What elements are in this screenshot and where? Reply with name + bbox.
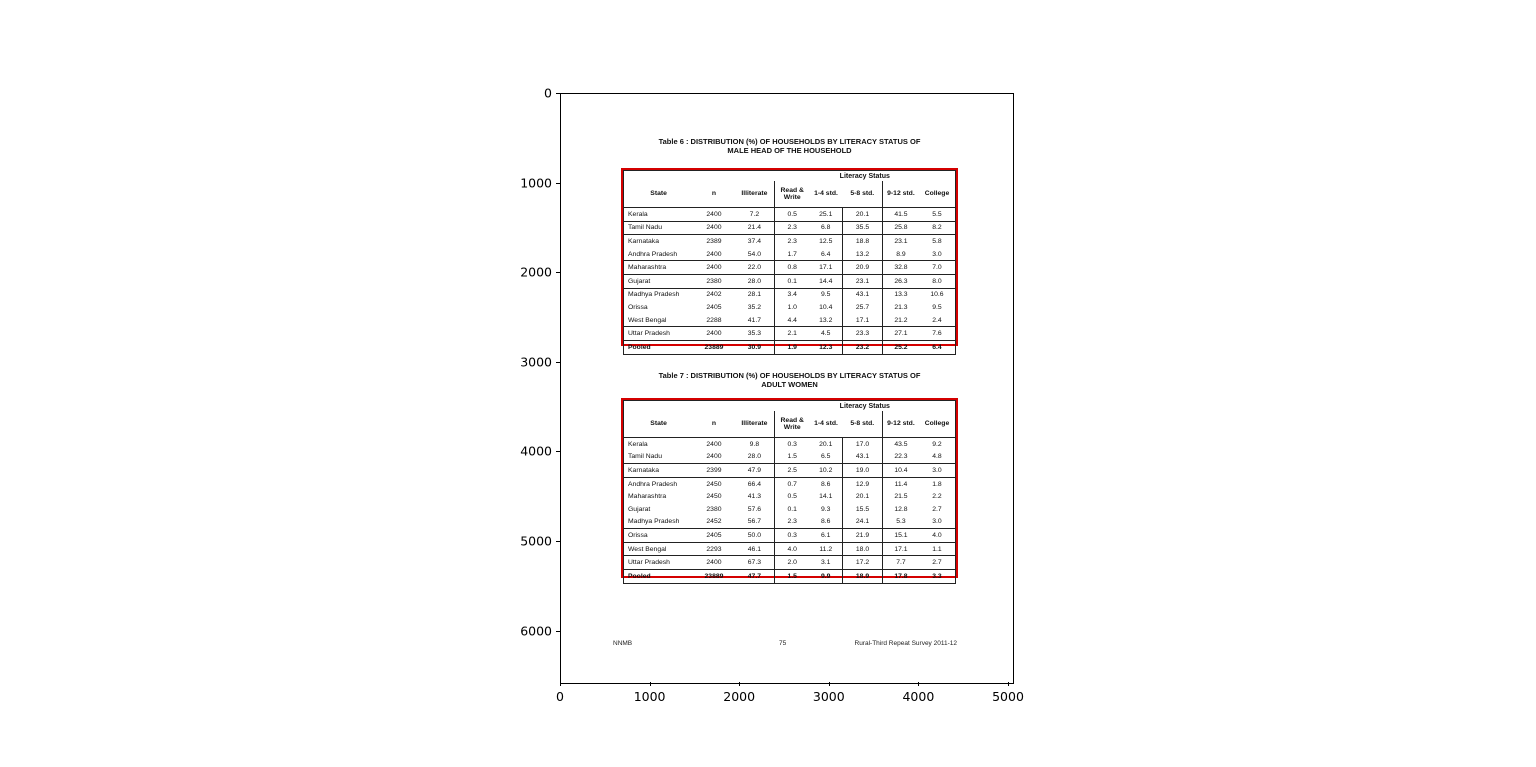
value-cell: 28.0	[735, 274, 775, 288]
value-cell: 2450	[706, 493, 722, 501]
x-tick-mark	[739, 682, 740, 686]
value-cell: 4.5	[809, 327, 842, 341]
value-cell: 6.8	[809, 221, 842, 235]
value-cell: 2380	[693, 274, 735, 288]
value-cell: 47.7	[735, 569, 775, 583]
value-cell: 8.9	[882, 248, 919, 261]
x-tick-label: 3000	[812, 689, 845, 704]
state-cell: Gujarat	[628, 505, 651, 513]
value-cell: 25.1	[809, 208, 842, 222]
value-cell: 3.0	[919, 516, 956, 529]
value-cell: 3.4	[787, 291, 797, 299]
value-cell: 2.0	[775, 556, 810, 570]
x-tick-mark	[918, 682, 919, 686]
y-tick-mark	[556, 451, 560, 452]
column-header: n	[693, 411, 735, 438]
value-cell: 10.2	[809, 464, 842, 478]
table-row	[624, 248, 956, 261]
value-cell: 2402	[706, 291, 722, 299]
table-row	[624, 451, 956, 464]
value-cell: 2399	[693, 464, 735, 478]
table7-literacy-adult-women	[623, 400, 956, 584]
value-cell: 1.5	[775, 451, 810, 464]
value-cell: 56.7	[735, 516, 775, 529]
value-cell: 35.3	[735, 327, 775, 341]
value-cell: 43.1	[843, 451, 883, 464]
table-row	[624, 438, 956, 451]
value-cell: 21.2	[882, 314, 919, 327]
value-cell: 21.3	[894, 303, 908, 311]
value-cell: 2.5	[775, 464, 810, 478]
value-cell: 17.2	[843, 556, 883, 570]
value-cell: 1.8	[932, 480, 942, 488]
table-row	[624, 529, 956, 543]
table-row	[624, 464, 956, 478]
value-cell: 1.5	[787, 572, 797, 580]
y-tick-label: 0	[544, 85, 552, 101]
state-cell: Tamil Nadu	[624, 451, 694, 464]
table6-red-highlight-box	[621, 168, 958, 351]
value-cell: 41.3	[735, 490, 775, 503]
value-cell: 54.0	[735, 248, 775, 261]
value-cell: 6.1	[809, 529, 842, 543]
header-spacer	[624, 401, 775, 412]
column-header: College	[919, 411, 956, 438]
state-cell: Madhya Pradesh	[628, 291, 680, 299]
value-cell: 5.3	[882, 516, 919, 529]
value-cell: 28.0	[735, 451, 775, 464]
value-cell: 41.7	[735, 314, 775, 327]
y-tick-mark	[556, 183, 560, 184]
state-cell: West Bengal	[624, 314, 694, 327]
table-row	[624, 477, 956, 490]
value-cell: 5.8	[932, 237, 942, 245]
value-cell: 20.9	[843, 261, 883, 275]
y-tick-label: 1000	[520, 175, 552, 191]
value-cell: 46.1	[735, 542, 775, 556]
value-cell: 2405	[706, 303, 722, 311]
y-tick-mark	[556, 272, 560, 273]
x-tick-label: 4000	[902, 689, 935, 704]
value-cell: 23.2	[843, 340, 883, 354]
value-cell: 25.8	[882, 221, 919, 235]
value-cell: 32.8	[882, 261, 919, 275]
state-cell: West Bengal	[624, 542, 694, 556]
value-cell: 0.7	[787, 480, 797, 488]
column-header: 5-8 std.	[843, 181, 883, 208]
state-cell: Uttar Pradesh	[624, 556, 694, 570]
value-cell: 2400	[693, 248, 735, 261]
value-cell: 9.3	[809, 503, 842, 516]
value-cell: 6.5	[809, 451, 842, 464]
state-cell: Pooled	[628, 343, 651, 351]
value-cell: 21.4	[735, 221, 775, 235]
value-cell: 35.2	[735, 301, 775, 314]
table-row	[624, 503, 956, 516]
value-cell: 18.0	[843, 542, 883, 556]
y-tick-label: 4000	[520, 443, 552, 459]
column-header: State	[624, 181, 694, 208]
value-cell: 7.2	[735, 208, 775, 222]
value-cell: 2.7	[932, 505, 942, 513]
value-cell: 66.4	[735, 477, 775, 490]
table6-literacy-male-head	[623, 170, 956, 355]
value-cell: 1.7	[775, 248, 810, 261]
y-tick-label: 3000	[520, 354, 552, 370]
value-cell: 12.3	[809, 340, 842, 354]
value-cell: 2380	[706, 505, 722, 513]
y-tick-label: 5000	[520, 533, 552, 549]
value-cell: 2400	[693, 208, 735, 222]
x-tick-label: 2000	[723, 689, 756, 704]
value-cell: 9.8	[735, 438, 775, 451]
column-header: 9-12 std.	[882, 411, 919, 438]
value-cell: 22.3	[882, 451, 919, 464]
column-header: 9-12 std.	[882, 181, 919, 208]
state-cell: Andhra Pradesh	[628, 480, 678, 488]
column-header: 1-4 std.	[809, 411, 842, 438]
value-cell: 0.3	[775, 529, 810, 543]
value-cell: 18.8	[843, 235, 883, 248]
table-row	[624, 301, 956, 314]
value-cell: 23.1	[894, 237, 908, 245]
value-cell: 43.1	[843, 288, 883, 301]
value-cell: 17.0	[843, 438, 883, 451]
value-cell: 24.1	[843, 516, 883, 529]
value-cell: 7.7	[882, 556, 919, 570]
y-tick-mark	[556, 631, 560, 632]
column-header: n	[693, 181, 735, 208]
state-cell: Maharashtra	[628, 493, 667, 501]
value-cell: 17.1	[809, 261, 842, 275]
value-cell: 3.3	[932, 572, 942, 580]
value-cell: 13.2	[809, 314, 842, 327]
value-cell: 20.1	[843, 490, 883, 503]
value-cell: 1.0	[787, 303, 797, 311]
value-cell: 10.6	[930, 291, 944, 299]
table-row	[624, 516, 956, 529]
footer-survey-label: Rural-Third Repeat Survey 2011-12	[854, 640, 957, 647]
x-tick-label: 5000	[992, 689, 1024, 704]
value-cell: 12.5	[809, 235, 842, 248]
table7-red-highlight-box	[621, 398, 958, 578]
value-cell: 30.9	[735, 340, 775, 354]
value-cell: 4.8	[919, 451, 956, 464]
value-cell: 2.7	[919, 556, 956, 570]
value-cell: 18.9	[843, 569, 883, 583]
table-row	[624, 569, 956, 583]
value-cell: 15.5	[843, 503, 883, 516]
column-header: 1-4 std.	[809, 181, 842, 208]
value-cell: 0.1	[787, 505, 797, 513]
y-tick-mark	[556, 362, 560, 363]
state-cell: Kerala	[624, 208, 694, 222]
state-cell: Tamil Nadu	[624, 221, 694, 235]
value-cell: 11.4	[894, 480, 908, 488]
value-cell: 21.9	[843, 529, 883, 543]
value-cell: 5.5	[919, 208, 956, 222]
state-cell: Andhra Pradesh	[624, 248, 694, 261]
value-cell: 2400	[693, 221, 735, 235]
table7-title-line2: ADULT WOMEN	[761, 380, 818, 389]
value-cell: 22.0	[735, 261, 775, 275]
value-cell: 26.3	[882, 274, 919, 288]
value-cell: 15.1	[882, 529, 919, 543]
value-cell: 11.2	[809, 542, 842, 556]
value-cell: 2400	[693, 556, 735, 570]
x-tick-mark	[1008, 682, 1009, 686]
value-cell: 0.3	[787, 440, 797, 448]
value-cell: 7.0	[919, 261, 956, 275]
y-tick-label: 2000	[520, 264, 552, 280]
table7-title-line1: Table 7 : DISTRIBUTION (%) OF HOUSEHOLDS BY LITERACY STATUS OF	[658, 371, 921, 380]
value-cell: 0.5	[787, 493, 797, 501]
state-cell: Karnataka	[628, 237, 659, 245]
value-cell: 4.0	[919, 529, 956, 543]
page-footer	[561, 640, 1013, 652]
literacy-status-span-header: Literacy Status	[839, 172, 890, 180]
table-row	[624, 221, 956, 235]
value-cell: 1.9	[787, 343, 797, 351]
value-cell: 9.5	[932, 303, 942, 311]
y-tick-mark	[556, 93, 560, 94]
value-cell: 23889	[704, 343, 724, 351]
value-cell: 67.3	[735, 556, 775, 570]
table-row	[624, 314, 956, 327]
table6-title-line1: Table 6 : DISTRIBUTION (%) OF HOUSEHOLDS BY LITERACY STATUS OF	[658, 137, 921, 146]
value-cell: 0.5	[775, 208, 810, 222]
value-cell: 6.4	[809, 248, 842, 261]
column-header: Read & Write	[775, 181, 810, 208]
table-row	[624, 327, 956, 341]
value-cell: 3.1	[809, 556, 842, 570]
value-cell: 57.6	[735, 503, 775, 516]
value-cell: 25.7	[843, 301, 883, 314]
value-cell: 2.1	[775, 327, 810, 341]
value-cell: 2.3	[775, 516, 810, 529]
value-cell: 3.0	[919, 248, 956, 261]
value-cell: 17.8	[894, 572, 908, 580]
value-cell: 2400	[693, 261, 735, 275]
table6-title-line2: MALE HEAD OF THE HOUSEHOLD	[727, 146, 852, 155]
column-header: Illiterate	[735, 181, 775, 208]
table6-title	[621, 137, 958, 155]
literacy-status-span-header: Literacy Status	[839, 402, 890, 410]
value-cell: 7.6	[919, 327, 956, 341]
table-row	[624, 288, 956, 301]
value-cell: 2452	[693, 516, 735, 529]
x-tick-label: 0	[556, 689, 564, 704]
value-cell: 0.1	[775, 274, 810, 288]
value-cell: 2.4	[919, 314, 956, 327]
value-cell: 2400	[693, 451, 735, 464]
value-cell: 8.0	[919, 274, 956, 288]
value-cell: 2293	[693, 542, 735, 556]
x-tick-label: 1000	[633, 689, 666, 704]
y-tick-label: 6000	[520, 623, 552, 639]
value-cell: 12.8	[894, 505, 908, 513]
value-cell: 10.4	[882, 464, 919, 478]
value-cell: 2.3	[775, 221, 810, 235]
value-cell: 1.1	[919, 542, 956, 556]
value-cell: 37.4	[735, 235, 775, 248]
value-cell: 2288	[693, 314, 735, 327]
state-cell: Kerala	[628, 440, 648, 448]
value-cell: 27.1	[882, 327, 919, 341]
column-header: Illiterate	[735, 411, 775, 438]
value-cell: 2.2	[932, 493, 942, 501]
value-cell: 8.2	[919, 221, 956, 235]
value-cell: 4.0	[775, 542, 810, 556]
value-cell: 20.1	[843, 208, 883, 222]
x-tick-mark	[829, 682, 830, 686]
document-page	[560, 93, 1014, 684]
value-cell: 12.9	[843, 477, 883, 490]
table-row	[624, 274, 956, 288]
value-cell: 47.9	[735, 464, 775, 478]
table7-title	[621, 371, 958, 389]
value-cell: 8.6	[809, 516, 842, 529]
value-cell: 20.1	[809, 438, 842, 451]
state-cell: Madhya Pradesh	[624, 516, 694, 529]
value-cell: 17.1	[843, 314, 883, 327]
column-header: College	[919, 181, 956, 208]
value-cell: 9.2	[932, 440, 942, 448]
column-header: 5-8 std.	[843, 411, 883, 438]
value-cell: 35.5	[843, 221, 883, 235]
column-header: State	[624, 411, 694, 438]
table-row	[624, 340, 956, 354]
table-row	[624, 556, 956, 570]
value-cell: 13.2	[843, 248, 883, 261]
value-cell: 13.3	[894, 291, 908, 299]
value-cell: 23889	[704, 572, 724, 580]
value-cell: 14.4	[809, 274, 842, 288]
value-cell: 3.0	[919, 464, 956, 478]
value-cell: 2.3	[787, 237, 797, 245]
table-row	[624, 542, 956, 556]
value-cell: 9.5	[809, 288, 842, 301]
value-cell: 14.1	[809, 490, 842, 503]
column-header: Read & Write	[775, 411, 810, 438]
value-cell: 23.3	[843, 327, 883, 341]
table-row	[624, 208, 956, 222]
value-cell: 2450	[706, 480, 722, 488]
value-cell: 25.2	[894, 343, 908, 351]
x-tick-mark	[650, 682, 651, 686]
value-cell: 41.5	[882, 208, 919, 222]
footer-org-label: NNMB	[613, 640, 633, 647]
state-cell: Orissa	[624, 529, 694, 543]
value-cell: 23.1	[843, 274, 883, 288]
state-cell: Orissa	[628, 303, 648, 311]
state-cell: Maharashtra	[624, 261, 694, 275]
header-spacer	[624, 171, 775, 182]
footer-page-number: 75	[779, 640, 787, 647]
value-cell: 8.6	[809, 477, 842, 490]
value-cell: 4.4	[775, 314, 810, 327]
value-cell: 19.0	[843, 464, 883, 478]
value-cell: 2389	[706, 237, 722, 245]
table-row	[624, 490, 956, 503]
value-cell: 43.5	[894, 440, 908, 448]
state-cell: Pooled	[628, 572, 651, 580]
x-tick-mark	[560, 682, 561, 686]
value-cell: 2400	[706, 440, 722, 448]
value-cell: 17.1	[882, 542, 919, 556]
state-cell: Karnataka	[624, 464, 694, 478]
state-cell: Gujarat	[624, 274, 694, 288]
table-row	[624, 235, 956, 248]
value-cell: 2405	[693, 529, 735, 543]
value-cell: 21.5	[894, 493, 908, 501]
value-cell: 2400	[693, 327, 735, 341]
table-row	[624, 261, 956, 275]
value-cell: 10.4	[809, 301, 842, 314]
value-cell: 28.1	[735, 288, 775, 301]
value-cell: 50.0	[735, 529, 775, 543]
value-cell: 0.8	[775, 261, 810, 275]
value-cell: 9.9	[809, 569, 842, 583]
state-cell: Uttar Pradesh	[624, 327, 694, 341]
value-cell: 6.4	[932, 343, 942, 351]
y-tick-mark	[556, 541, 560, 542]
